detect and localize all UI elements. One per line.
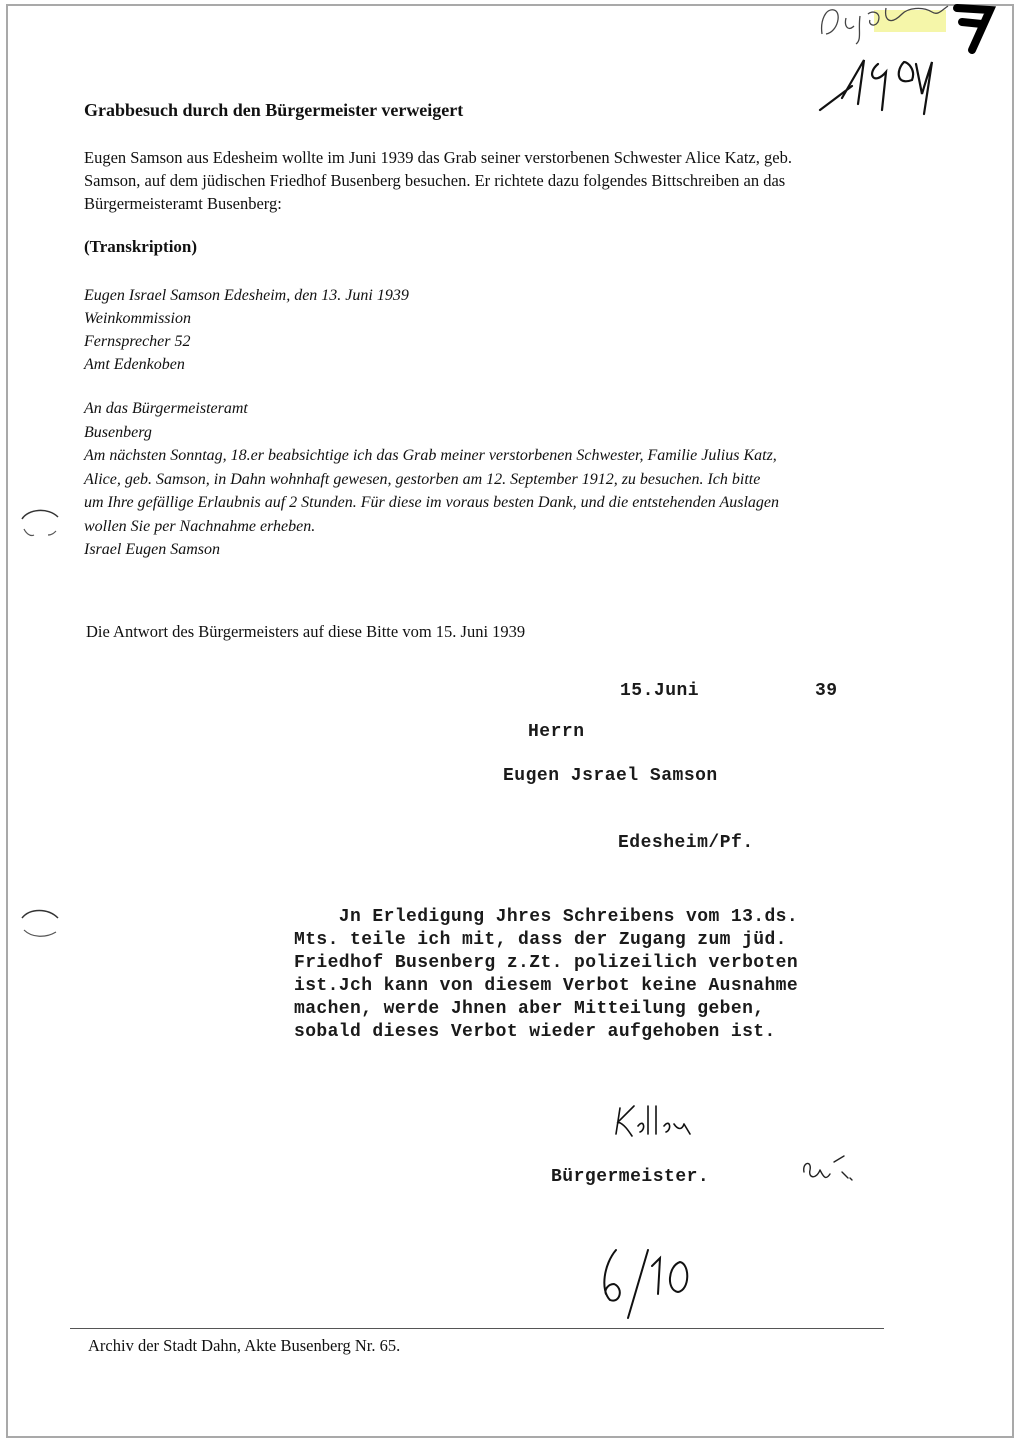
typed-body-line: Mts. teile ich mit, dass der Zugang zum jüd. [294,930,787,950]
letter-header-line: Weinkommission [84,310,191,327]
typed-body-line: Jn Erledigung Jhres Schreibens vom 13.ds. [294,907,799,927]
letter-header [84,284,409,376]
document-title: Grabbesuch durch den Bürgermeister verweigert [84,100,464,120]
letter-header-line: Fernsprecher 52 [84,333,191,350]
typed-body-line: Friedhof Busenberg z.Zt. polizeilich verboten [294,953,799,973]
handwritten-annotation-top-right [812,0,1012,125]
typed-body-line: sobald dieses Verbot wieder aufgehoben ist. [294,1022,776,1042]
footer-divider [70,1328,884,1329]
handwritten-year-1939 [820,60,932,114]
typed-salutation: Herrn [528,722,585,742]
handwritten-signature [610,1100,700,1142]
document-page [6,4,1014,1438]
letter-body-line: wollen Sie per Nachnahme erheben. [84,517,316,535]
transcription-heading: (Transkription) [84,237,198,256]
letter-body-line: Israel Eugen Samson [84,541,220,558]
letter-body-line: Am nächsten Sonntag, 18.er beabsichtige ich das Grab meiner verstorbenen Schwester, Familie Julius Katz, [84,447,777,464]
page-number-seven-mark [957,8,990,50]
punch-hole-mark [18,904,62,944]
intro-paragraph [84,146,792,215]
letter-header-line: Amt Edenkoben [84,356,185,373]
typed-letter-body [294,906,798,1044]
letter-body-line: Alice, geb. Samson, in Dahn wohnhaft gewesen, gestorben am 12. September 1912, zu besuchen. Ich bitte [84,470,761,488]
handwritten-initials [798,1152,858,1188]
intro-line: Samson, auf dem jüdischen Friedhof Busenberg besuchen. Er richtete dazu folgendes Bittschreiben an das [84,171,786,190]
intro-line: Bürgermeisteramt Busenberg: [84,194,282,213]
typed-year: 39 [815,681,838,701]
letter-header-line: Eugen Israel Samson Edesheim, den 13. Juni 1939 [84,287,409,304]
intro-line: Eugen Samson aus Edesheim wollte im Juni 1939 das Grab seiner verstorbenen Schwester Alice Katz, geb. [84,148,792,167]
letter-body [84,397,779,562]
typed-place: Edesheim/Pf. [618,833,754,853]
handwritten-page-number [590,1240,710,1324]
answer-intro: Die Antwort des Bürgermeisters auf diese Bitte vom 15. Juni 1939 [86,622,526,641]
typed-body-line: machen, werde Jhnen aber Mitteilung geben, [294,999,765,1019]
typed-signer-title: Bürgermeister. [551,1167,710,1187]
typed-recipient: Eugen Jsrael Samson [503,766,718,786]
punch-hole-mark [18,505,62,541]
typed-date: 15.Juni [620,681,700,701]
letter-body-line: An das Bürgermeisteramt [84,400,248,417]
typed-body-line: ist.Jch kann von diesem Verbot keine Ausnahme [294,976,799,996]
letter-body-line: um Ihre gefällige Erlaubnis auf 2 Stunden. Für diese im voraus besten Dank, und die entstehenden Auslagen [84,494,779,511]
archive-footer: Archiv der Stadt Dahn, Akte Busenberg Nr. 65. [88,1336,401,1355]
letter-body-line: Busenberg [84,423,152,441]
